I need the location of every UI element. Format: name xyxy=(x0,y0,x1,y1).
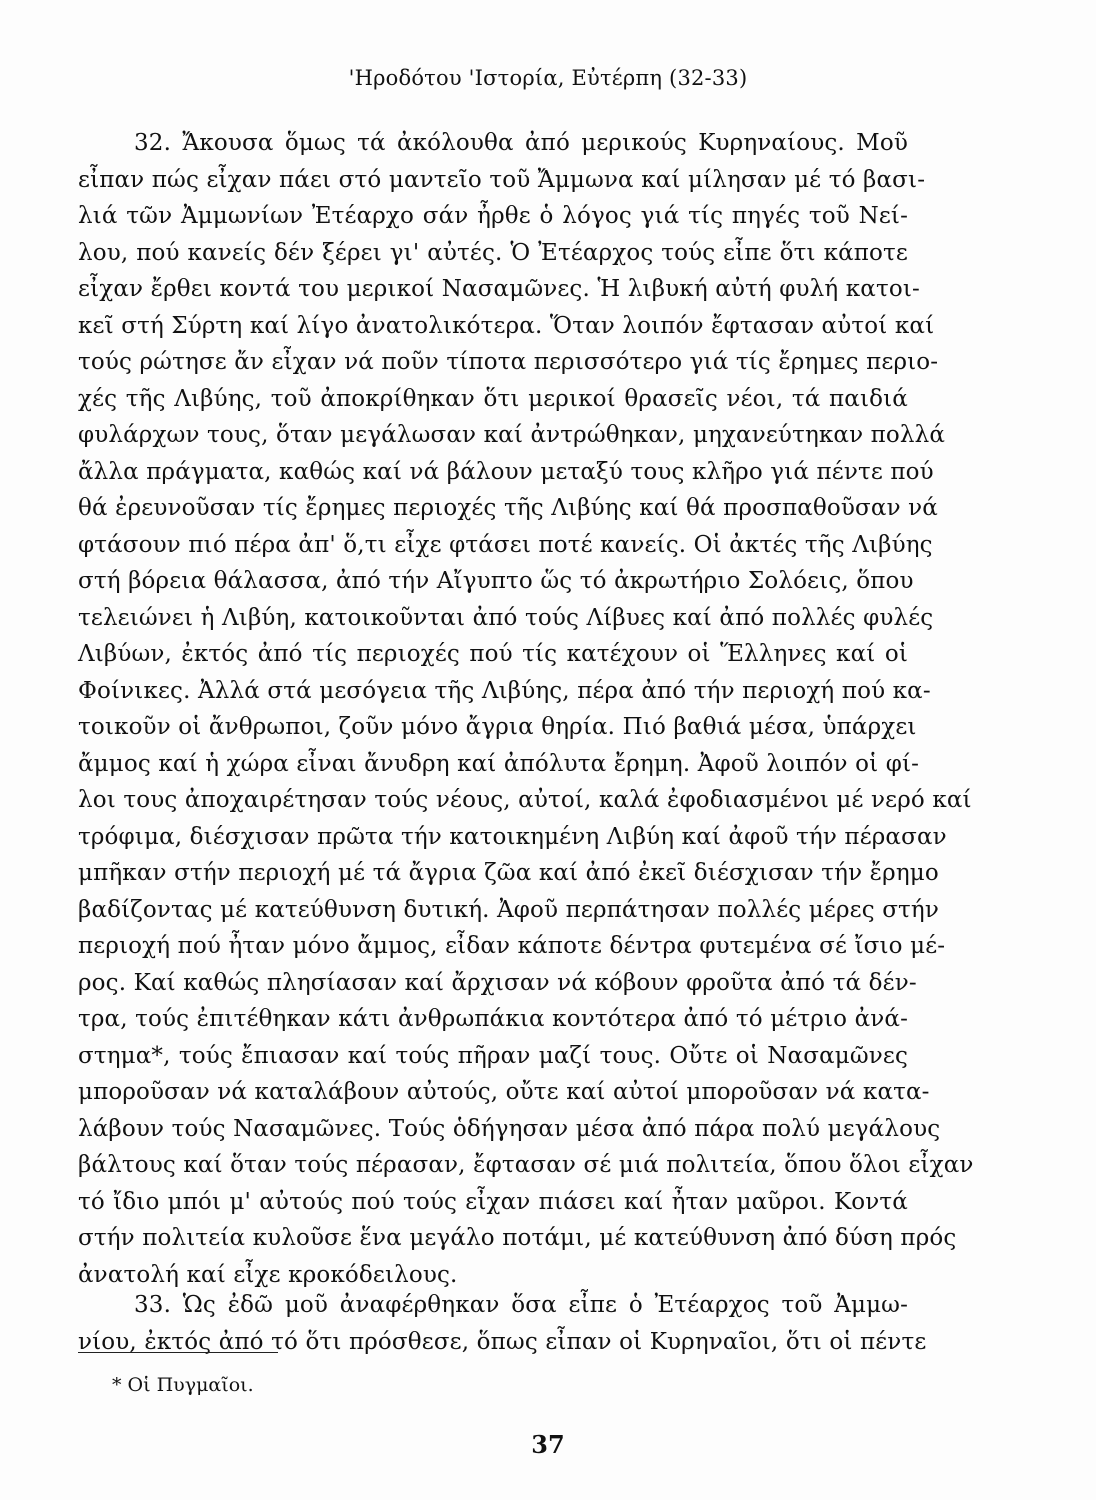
text-line: φτάσουν πιό πέρα ἀπ' ὅ,τι εἶχε φτάσει ποτέ κανείς. Οἱ ἀκτές τῆς Λιβύης xyxy=(78,531,933,558)
text-line: βαδίζοντας μέ κατεύθυνση δυτική. Ἀφοῦ περπάτησαν πολλές μέρες στήν xyxy=(78,896,939,923)
text-line: τελειώνει ἡ Λιβύη, κατοικοῦνται ἀπό τούς Λίβυες καί ἀπό πολλές φυλές xyxy=(78,604,934,631)
text-line: νίου, ἐκτός ἀπό τό ὅτι πρόσθεσε, ὅπως εἶπαν οἱ Κυρηναῖοι, ὅτι οἱ πέντε xyxy=(78,1328,927,1355)
text-line: τοικοῦν οἱ ἄνθρωποι, ζοῦν μόνο ἄγρια θηρία. Πιό βαθιά μέσα, ὑπάρχει xyxy=(78,714,917,740)
text-line: τό ἴδιο μπόι μ' αὐτούς πού τούς εἶχαν πιάσει καί ἦταν μαῦροι. Κοντά xyxy=(78,1188,908,1215)
text-line: θά ἐρευνοῦσαν τίς ἔρημες περιοχές τῆς Λιβύης καί θά προσπαθοῦσαν νά xyxy=(78,495,938,521)
text-line: χές τῆς Λιβύης, τοῦ ἀποκρίθηκαν ὅτι μερικοί θρασεῖς νέοι, τά παιδιά xyxy=(78,385,908,412)
text-line: τρόφιμα, διέσχισαν πρῶτα τήν κατοικημένη Λιβύη καί ἀφοῦ τήν πέρασαν xyxy=(78,823,947,850)
paragraph-33 xyxy=(78,1287,927,1360)
text-line: λοι τους ἀποχαιρέτησαν τούς νέους, αὐτοί, καλά ἐφοδιασμένοι μέ νερό καί xyxy=(78,787,972,813)
text-line: στή βόρεια θάλασσα, ἀπό τήν Αἴγυπτο ὥς τό ἀκρωτήριο Σολόεις, ὅπου xyxy=(78,568,914,594)
text-line: ἄλλα πράγματα, καθώς καί νά βάλουν μεταξύ τους κλῆρο γιά πέντε πού xyxy=(78,458,934,485)
page-number: 37 xyxy=(531,1430,565,1459)
paragraph-32 xyxy=(78,125,974,1293)
text-line: λιά τῶν Ἀμμωνίων Ἐτέαρχο σάν ἦρθε ὁ λόγος γιά τίς πηγές τοῦ Νεί- xyxy=(78,203,908,229)
text-line: στημα*, τούς ἔπιασαν καί τούς πῆραν μαζί τους. Οὔτε οἱ Νασαμῶνες xyxy=(78,1042,908,1069)
text-line: εἶχαν ἔρθει κοντά του μερικοί Νασαμῶνες. Ἡ λιβυκή αὐτή φυλή κατοι- xyxy=(78,276,920,302)
text-line: στήν πολιτεία κυλοῦσε ἕνα μεγάλο ποτάμι, μέ κατεύθυνση ἀπό δύση πρός xyxy=(78,1225,957,1251)
text-line: μπῆκαν στήν περιοχή μέ τά ἄγρια ζῶα καί ἀπό ἐκεῖ διέσχισαν τήν ἔρημο xyxy=(78,860,939,886)
text-line: μποροῦσαν νά καταλάβουν αὐτούς, οὔτε καί αὐτοί μποροῦσαν νά κατα- xyxy=(78,1079,930,1105)
text-line: λου, πού κανείς δέν ξέρει γι' αὐτές. Ὁ Ἐτέαρχος τούς εἶπε ὅτι κάποτε xyxy=(78,239,908,266)
text-line: εἶπαν πώς εἶχαν πάει στό μαντεῖο τοῦ Ἄμμωνα καί μίλησαν μέ τό βασι- xyxy=(78,166,926,193)
text-line: ἄμμος καί ἡ χώρα εἶναι ἄνυδρη καί ἀπόλυτα ἔρημη. Ἀφοῦ λοιπόν οἱ φί- xyxy=(78,750,920,777)
text-line: κεῖ στή Σύρτη καί λίγο ἀνατολικότερα. Ὅταν λοιπόν ἔφτασαν αὐτοί καί xyxy=(78,312,935,339)
text-line: περιοχή πού ἦταν μόνο ἄμμος, εἶδαν κάποτε δέντρα φυτεμένα σέ ἴσιο μέ- xyxy=(78,933,946,959)
footnote: * Οἱ Πυγμαῖοι. xyxy=(112,1374,254,1396)
text-line: 33. Ὡς ἐδῶ μοῦ ἀναφέρθηκαν ὅσα εἶπε ὁ Ἐτέαρχος τοῦ Ἀμμω- xyxy=(134,1292,908,1318)
text-line: τρα, τούς ἐπιτέθηκαν κάτι ἀνθρωπάκια κοντότερα ἀπό τό μέτριο ἀνά- xyxy=(78,1006,908,1032)
text-line: ρος. Καί καθώς πλησίασαν καί ἄρχισαν νά κόβουν φροῦτα ἀπό τά δέν- xyxy=(78,969,917,996)
text-line: Φοίνικες. Ἀλλά στά μεσόγεια τῆς Λιβύης, πέρα ἀπό τήν περιοχή πού κα- xyxy=(78,677,931,704)
footnote-rule xyxy=(78,1352,278,1353)
running-head: 'Ηροδότου 'Ιστορία, Εὐτέρπη (32-33) xyxy=(348,66,748,90)
text-line: Λιβύων, ἐκτός ἀπό τίς περιοχές πού τίς κατέχουν οἱ Ἕλληνες καί οἱ xyxy=(78,641,908,667)
text-line: 32. Ἄκουσα ὅμως τά ἀκόλουθα ἀπό μερικούς Κυρηναίους. Μοῦ xyxy=(134,130,908,156)
text-line: λάβουν τούς Νασαμῶνες. Τούς ὁδήγησαν μέσα ἀπό πάρα πολύ μεγάλους xyxy=(78,1115,941,1142)
text-line: ἀνατολή καί εἶχε κροκόδειλους. xyxy=(78,1261,458,1288)
text-line: βάλτους καί ὅταν τούς πέρασαν, ἔφτασαν σέ μιά πολιτεία, ὅπου ὅλοι εἶχαν xyxy=(78,1152,974,1178)
text-line: τούς ρώτησε ἄν εἶχαν νά ποῦν τίποτα περισσότερο γιά τίς ἔρημες περιο- xyxy=(78,349,939,375)
text-line: φυλάρχων τους, ὅταν μεγάλωσαν καί ἀντρώθηκαν, μηχανεύτηκαν πολλά xyxy=(78,422,946,448)
